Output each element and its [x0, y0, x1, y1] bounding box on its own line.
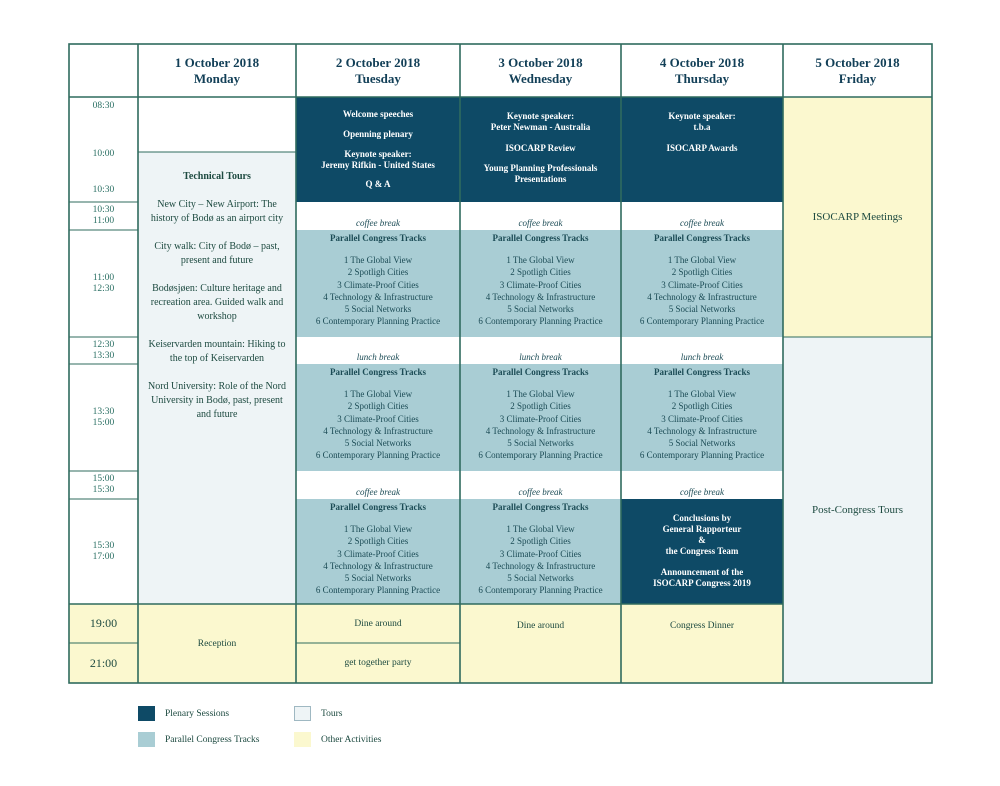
day-weekday: Wednesday	[508, 70, 573, 86]
day-date: 2 October 2018	[335, 54, 421, 70]
track-item: 5 Social Networks	[507, 438, 574, 449]
plenary-line: Conclusions by	[672, 513, 732, 523]
track-item: 6 Contemporary Planning Practice	[478, 450, 603, 461]
track-item: 3 Climate-Proof Cities	[661, 279, 743, 290]
time-label: 21:00	[89, 655, 118, 670]
day-header-tue	[296, 44, 460, 97]
legend-item-tours	[294, 706, 343, 721]
track-item: 1 The Global View	[506, 524, 575, 535]
technical-tours-block	[138, 152, 296, 604]
coffee-break	[460, 471, 621, 499]
coffee-break	[296, 471, 460, 499]
track-item: 1 The Global View	[667, 255, 737, 266]
track-item: 6 Contemporary Planning Practice	[315, 450, 441, 461]
track-item: 2 Spotligh Cities	[347, 536, 409, 547]
event-label: Dine around	[516, 621, 565, 631]
track-item: 4 Technology & Infrastructure	[323, 560, 433, 571]
track-item: 3 Climate-Proof Cities	[337, 548, 419, 559]
legend-swatch	[138, 706, 155, 721]
day-date: 1 October 2018	[174, 54, 260, 70]
track-item: 5 Social Networks	[344, 438, 412, 449]
time-slot-lunch	[69, 337, 138, 364]
legend-swatch	[294, 706, 311, 721]
isocarp-meetings	[783, 97, 932, 337]
coffee-break	[296, 202, 460, 230]
time-label: 11:00	[92, 216, 115, 226]
track-item: 6 Contemporary Planning Practice	[315, 316, 441, 327]
legend-label: Other Activities	[321, 734, 382, 745]
time-slot-tracks-3	[69, 499, 138, 604]
day-date: 3 October 2018	[498, 54, 583, 70]
track-item: 4 Technology & Infrastructure	[485, 425, 596, 436]
track-item: 4 Technology & Infrastructure	[485, 560, 596, 571]
event-label: Post-Congress Tours	[811, 504, 903, 516]
track-item: 2 Spotligh Cities	[347, 401, 409, 412]
time-slot-coffee-2	[69, 471, 138, 499]
track-item: 3 Climate-Proof Cities	[661, 413, 743, 424]
day-weekday: Thursday	[674, 70, 730, 86]
plenary-line: Presentations	[514, 174, 567, 184]
time-label: 11:00	[92, 272, 115, 283]
plenary-line: Announcement of the	[660, 567, 744, 577]
time-slot-morning	[69, 97, 138, 202]
day-weekday: Monday	[193, 70, 241, 86]
break-label: coffee break	[518, 487, 563, 497]
time-label: 10:00	[92, 149, 115, 159]
day-weekday: Friday	[838, 70, 877, 86]
track-item: 1 The Global View	[506, 389, 575, 400]
legend-item-other	[294, 732, 381, 747]
tracks-title: Parallel Congress Tracks	[492, 233, 589, 243]
plenary-line: Young Planning Professionals	[483, 163, 598, 173]
legend-swatch	[294, 732, 311, 747]
track-item: 6 Contemporary Planning Practice	[639, 316, 765, 327]
day-header-mon	[138, 44, 296, 97]
plenary-line: ISOCARP Review	[505, 143, 576, 153]
track-item: 4 Technology & Infrastructure	[323, 291, 433, 302]
track-item: 5 Social Networks	[668, 304, 736, 315]
tracks-title: Parallel Congress Tracks	[492, 502, 589, 512]
break-label: lunch break	[680, 352, 724, 362]
plenary-line: &	[698, 535, 706, 545]
get-together-party-event	[296, 643, 460, 683]
track-item: 2 Spotligh Cities	[347, 267, 409, 278]
day-header-thu	[621, 44, 783, 97]
track-item: 2 Spotligh Cities	[671, 267, 733, 278]
day-header-fri	[783, 44, 932, 97]
plenary-thursday	[621, 97, 783, 202]
tracks-title: Parallel Congress Tracks	[654, 233, 750, 243]
track-item: 3 Climate-Proof Cities	[499, 548, 582, 559]
legend-item-plenary	[138, 706, 229, 721]
tracks-title: Parallel Congress Tracks	[492, 367, 589, 377]
parallel-tracks	[621, 230, 783, 337]
parallel-tracks	[460, 499, 621, 604]
tours-title: Technical Tours	[183, 171, 251, 182]
track-item: 5 Social Networks	[507, 573, 574, 584]
time-label: 12:30	[92, 339, 115, 350]
track-item: 3 Climate-Proof Cities	[337, 279, 419, 290]
coffee-break	[621, 471, 783, 499]
plenary-wednesday	[460, 97, 621, 202]
time-slot-tracks-1	[69, 230, 138, 337]
time-slot-tracks-2	[69, 364, 138, 471]
time-label: 15:00	[92, 474, 115, 484]
parallel-tracks	[460, 230, 621, 337]
plenary-line: General Rapporteur	[662, 524, 742, 534]
event-label: Reception	[197, 638, 237, 649]
track-item: 1 The Global View	[343, 255, 413, 266]
reception-event	[138, 604, 296, 683]
break-label: coffee break	[356, 218, 400, 228]
track-item: 4 Technology & Infrastructure	[647, 425, 757, 436]
plenary-line: Openning plenary	[343, 129, 413, 139]
day-date: 5 October 2018	[815, 54, 900, 70]
plenary-tuesday	[296, 97, 460, 202]
break-label: lunch break	[356, 352, 400, 362]
track-item: 6 Contemporary Planning Practice	[639, 450, 765, 461]
tour-item: Keiservarden mountain: Hiking to the top of Keiservarden	[148, 339, 286, 364]
parallel-tracks	[621, 364, 783, 471]
track-item: 5 Social Networks	[507, 304, 574, 315]
parallel-tracks	[296, 230, 460, 337]
track-item: 2 Spotligh Cities	[510, 536, 571, 547]
plenary-line: Q & A	[365, 179, 391, 189]
time-label: 15:30	[92, 540, 115, 551]
break-label: coffee break	[356, 487, 400, 497]
tour-item: Nord University: Role of the Nord University in Bodø, past, present and future	[147, 381, 287, 420]
track-item: 1 The Global View	[506, 255, 575, 266]
break-label: coffee break	[680, 487, 724, 497]
track-item: 2 Spotligh Cities	[510, 267, 571, 278]
plenary-line: t.b.a	[693, 122, 711, 132]
track-item: 5 Social Networks	[344, 304, 412, 315]
time-slot-evening-2	[69, 643, 138, 683]
corner-cell	[69, 44, 138, 97]
plenary-line: ISOCARP Awards	[666, 143, 738, 153]
lunch-break	[460, 337, 621, 364]
track-item: 5 Social Networks	[668, 438, 736, 449]
time-label: 10:30	[92, 185, 115, 195]
break-label: lunch break	[519, 352, 562, 362]
legend-item-parallel	[138, 732, 259, 747]
tour-item: Bodøsjøen: Culture heritage and recreation area. Guided walk and workshop	[150, 283, 284, 322]
plenary-line: ISOCARP Congress 2019	[653, 578, 751, 588]
track-item: 6 Contemporary Planning Practice	[315, 585, 441, 596]
break-label: coffee break	[518, 218, 563, 228]
tracks-title: Parallel Congress Tracks	[330, 367, 426, 377]
track-item: 4 Technology & Infrastructure	[485, 291, 596, 302]
tour-item: City walk: City of Bodø – past, present and future	[154, 241, 280, 266]
lunch-break	[621, 337, 783, 364]
event-label: Congress Dinner	[669, 621, 735, 631]
track-item: 4 Technology & Infrastructure	[323, 425, 433, 436]
plenary-line: Jeremy Rifkin - United States	[321, 160, 435, 170]
tracks-title: Parallel Congress Tracks	[330, 233, 426, 243]
day-header-wed	[460, 44, 621, 97]
day-date: 4 October 2018	[659, 54, 745, 70]
coffee-break	[621, 202, 783, 230]
post-congress-tours	[783, 337, 932, 683]
parallel-tracks	[460, 364, 621, 471]
monday-empty-slot	[138, 97, 296, 152]
track-item: 4 Technology & Infrastructure	[647, 291, 757, 302]
dine-around-event	[460, 604, 621, 683]
tour-item: New City – New Airport: The history of Bodø as an airport city	[150, 199, 284, 224]
plenary-line: Keynote speaker:	[668, 111, 736, 121]
conclusions-plenary	[621, 499, 783, 604]
lunch-break	[296, 337, 460, 364]
plenary-line: the Congress Team	[665, 546, 739, 556]
legend	[138, 706, 458, 756]
parallel-tracks	[296, 499, 460, 604]
time-label: 15:00	[92, 417, 115, 428]
time-label: 13:30	[92, 350, 115, 361]
time-label: 19:00	[89, 616, 118, 630]
congress-dinner-event	[621, 604, 783, 683]
track-item: 3 Climate-Proof Cities	[499, 279, 582, 290]
legend-label: Tours	[321, 708, 343, 719]
track-item: 5 Social Networks	[344, 573, 412, 584]
event-label: ISOCARP Meetings	[812, 211, 903, 223]
legend-label: Plenary Sessions	[165, 708, 230, 719]
plenary-line: Peter Newman - Australia	[490, 122, 591, 132]
track-item: 1 The Global View	[343, 389, 413, 400]
time-label: 08:30	[92, 101, 115, 111]
plenary-line: Welcome speeches	[342, 109, 414, 119]
event-label: Dine around	[354, 618, 402, 629]
legend-label: Parallel Congress Tracks	[165, 734, 260, 745]
track-item: 6 Contemporary Planning Practice	[478, 585, 603, 596]
track-item: 1 The Global View	[343, 524, 413, 535]
break-label: coffee break	[680, 218, 724, 228]
tracks-title: Parallel Congress Tracks	[330, 502, 426, 512]
time-slot-evening-1	[69, 604, 138, 643]
track-item: 1 The Global View	[667, 389, 737, 400]
track-item: 2 Spotligh Cities	[671, 401, 733, 412]
track-item: 3 Climate-Proof Cities	[499, 413, 582, 424]
plenary-line: Keynote speaker:	[506, 111, 575, 121]
parallel-tracks	[296, 364, 460, 471]
tracks-title: Parallel Congress Tracks	[654, 367, 750, 377]
time-label: 17:00	[92, 551, 115, 562]
track-item: 2 Spotligh Cities	[510, 401, 571, 412]
time-slot-coffee-1	[69, 202, 138, 230]
legend-swatch	[138, 732, 155, 747]
time-label: 15:30	[92, 485, 115, 495]
dine-around-event	[296, 604, 460, 643]
track-item: 6 Contemporary Planning Practice	[478, 316, 603, 327]
day-weekday: Tuesday	[355, 70, 401, 86]
event-label: get together party	[344, 658, 412, 668]
time-label: 12:30	[92, 283, 115, 294]
time-label: 13:30	[92, 406, 115, 417]
track-item: 3 Climate-Proof Cities	[337, 413, 419, 424]
coffee-break	[460, 202, 621, 230]
plenary-line: Keynote speaker:	[344, 149, 412, 159]
time-label: 10:30	[92, 205, 115, 215]
